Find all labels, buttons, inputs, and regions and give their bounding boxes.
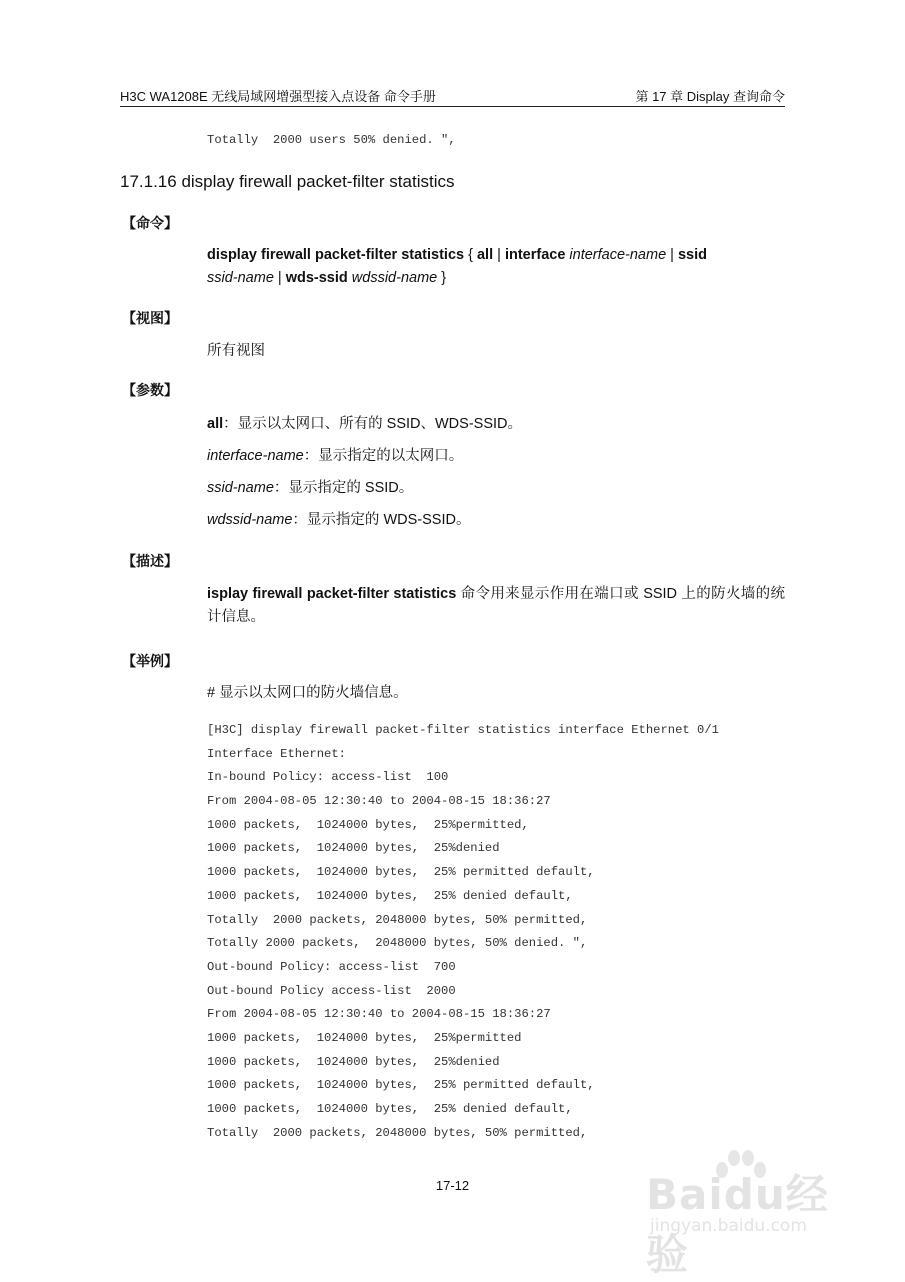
- cmd-sep: |: [273, 270, 286, 286]
- code-line: 1000 packets, 1024000 bytes, 25%permitted: [207, 1030, 522, 1045]
- code-line: 1000 packets, 1024000 bytes, 25% permitted default,: [207, 865, 595, 880]
- cmd-all: all: [476, 247, 494, 263]
- code-line: 1000 packets, 1024000 bytes, 25% denied default,: [207, 1102, 573, 1116]
- code-line: 1000 packets, 1024000 bytes, 25% permitted default,: [207, 1078, 595, 1093]
- code-line: Out-bound Policy access-list 2000: [207, 983, 456, 998]
- label-description: 【描述】: [122, 553, 178, 569]
- code-block: [207, 719, 719, 1145]
- page-number: 17-12: [435, 1178, 470, 1193]
- code-line: 1000 packets, 1024000 bytes, 25%denied: [207, 1054, 500, 1069]
- cmd-sep: |: [666, 247, 678, 263]
- code-line: 1000 packets, 1024000 bytes, 25% denied default,: [207, 888, 573, 903]
- description-text: [207, 583, 785, 629]
- label-example: 【举例】: [122, 653, 178, 669]
- code-line: Totally 2000 packets, 2048000 bytes, 50% denied. ",: [207, 936, 588, 951]
- code-line: Totally 2000 packets, 2048000 bytes, 50% permitted,: [207, 1125, 588, 1140]
- watermark-url: jingyan.baidu.com: [650, 1216, 807, 1236]
- command-syntax: [207, 244, 785, 290]
- param-desc: ：显示指定的以太网口。: [303, 448, 464, 464]
- param-item: [207, 509, 470, 532]
- desc-body: 命令用来显示作用在端口或 SSID 上的防火墙的统计信息。: [207, 586, 785, 625]
- watermark: [640, 1148, 870, 1279]
- param-name: wdssid-name: [207, 512, 293, 528]
- cmd-ssid-name: ssid-name: [207, 270, 274, 286]
- param-item: [207, 413, 522, 436]
- code-line: 1000 packets, 1024000 bytes, 25%denied: [207, 841, 500, 856]
- label-view: 【视图】: [122, 310, 178, 326]
- param-name: all: [207, 416, 224, 432]
- code-line: Totally 2000 packets, 2048000 bytes, 50% permitted,: [207, 912, 588, 927]
- cmd-brace-close: }: [437, 270, 447, 286]
- param-desc: ：显示以太网口、所有的 SSID、WDS-SSID。: [223, 416, 522, 432]
- param-name: interface-name: [207, 448, 304, 464]
- label-params: 【参数】: [122, 382, 178, 398]
- cmd-wdssid-name: wdssid-name: [347, 270, 438, 286]
- view-text: 所有视图: [207, 343, 265, 359]
- desc-command: isplay firewall packet-filter statistics: [207, 586, 457, 602]
- cmd-sep: |: [493, 247, 505, 263]
- code-line: [H3C] display firewall packet-filter statistics interface Ethernet 0/1: [207, 723, 719, 737]
- page-header: [120, 86, 785, 107]
- code-line: Interface Ethernet:: [207, 746, 346, 761]
- watermark-logo: Baidu经验: [646, 1170, 829, 1279]
- code-line: In-bound Policy: access-list 100: [207, 770, 449, 785]
- param-item: [207, 477, 413, 500]
- cmd-wds-ssid: wds-ssid: [285, 270, 348, 286]
- param-desc: ：显示指定的 WDS-SSID。: [292, 512, 471, 528]
- cmd-ssid: ssid: [677, 247, 707, 263]
- param-desc: ：显示指定的 SSID。: [273, 480, 414, 496]
- cmd-interface: interface: [504, 247, 566, 263]
- param-name: ssid-name: [207, 480, 274, 496]
- section-title: 17.1.16 display firewall packet-filter statistics: [120, 172, 455, 191]
- cmd-keyword: display firewall packet-filter statistics: [207, 247, 465, 263]
- header-title: H3C WA1208E 无线局域网增强型接入点设备 命令手册: [120, 89, 436, 104]
- code-line: From 2004-08-05 12:30:40 to 2004-08-15 18:36:27: [207, 1007, 551, 1022]
- code-line: From 2004-08-05 12:30:40 to 2004-08-15 18:36:27: [207, 794, 551, 809]
- param-item: [207, 445, 463, 468]
- code-line: 1000 packets, 1024000 bytes, 25%permitted,: [207, 817, 529, 832]
- header-chapter: 第 17 章 Display 查询命令: [635, 89, 785, 104]
- code-continuation: Totally 2000 users 50% denied. ",: [207, 133, 456, 147]
- label-command: 【命令】: [122, 215, 178, 231]
- cmd-interface-name: interface-name: [565, 247, 667, 263]
- code-line: Out-bound Policy: access-list 700: [207, 959, 456, 974]
- example-intro: # 显示以太网口的防火墙信息。: [207, 685, 408, 701]
- cmd-brace-open: {: [464, 247, 477, 263]
